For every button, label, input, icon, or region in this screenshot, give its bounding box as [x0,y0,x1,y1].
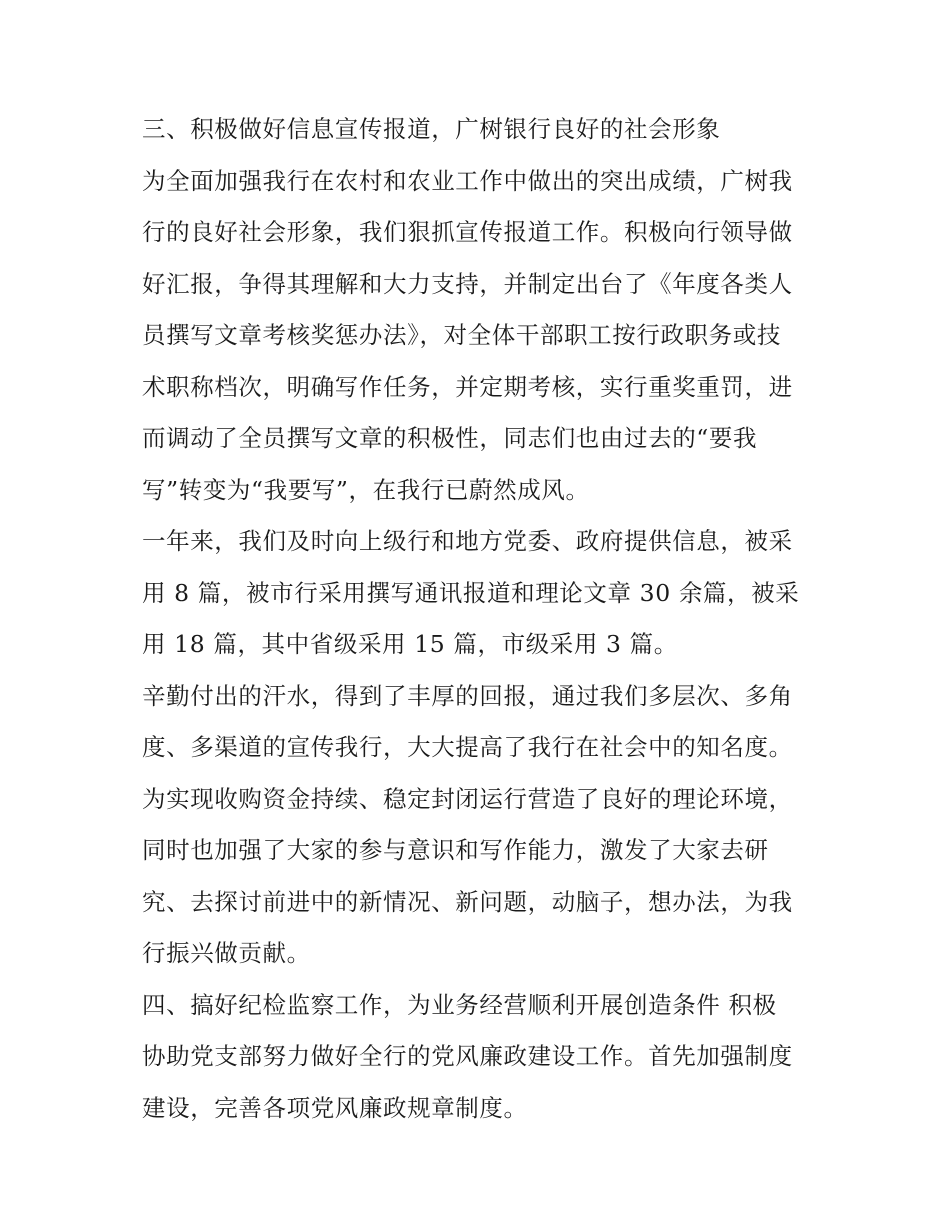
text-line: 术职称档次，明确写作任务，并定期考核，实行重奖重罚，进 [142,372,793,401]
text-line: 为全面加强我行在农村和农业工作中做出的突出成绩，广树我 [142,166,793,195]
text-line: 而调动了全员撰写文章的积极性，同志们也由过去的“要我 [142,424,758,452]
text-line: 究、去探讨前进中的新情况、新问题，动脑子，想办法，为我 [142,887,793,916]
text-line: 好汇报，争得其理解和大力支持，并制定出台了《年度各类人 [142,269,793,298]
text-line: 辛勤付出的汗水，得到了丰厚的回报，通过我们多层次、多角 [142,681,793,710]
text-line: 建设，完善各项党风廉政规章制度。 [142,1093,528,1122]
heading-section-4: 四、搞好纪检监察工作，为业务经营顺利开展创造条件 积极 [142,990,777,1019]
text-line: 协助党支部努力做好全行的党风廉政建设工作。首先加强制度 [142,1042,793,1070]
text-line: 行的良好社会形象，我们狠抓宣传报道工作。积极向行领导做 [142,218,793,246]
text-line: 用 8 篇，被市行采用撰写通讯报道和理论文章 30 余篇，被采 [142,578,800,607]
text-line: 为实现收购资金持续、稳定封闭运行营造了良好的理论环境， [142,784,793,813]
document-body [142,104,822,1134]
text-line: 用 18 篇，其中省级采用 15 篇，市级采用 3 篇。 [142,630,678,658]
text-line: 一年来，我们及时向上级行和地方党委、政府提供信息，被采 [142,527,793,555]
text-line: 员撰写文章考核奖惩办法》，对全体干部职工按行政职务或技 [142,321,781,349]
text-line: 行振兴做贡献。 [142,939,311,967]
heading-section-3: 三、积极做好信息宣传报道，广树银行良好的社会形象 [142,115,721,143]
text-line: 度、多渠道的宣传我行，大大提高了我行在社会中的知名度。 [142,733,793,761]
text-line: 同时也加强了大家的参与意识和写作能力，激发了大家去研 [142,836,769,864]
text-line: 写”转变为“我要写”，在我行已蔚然成风。 [142,475,590,504]
